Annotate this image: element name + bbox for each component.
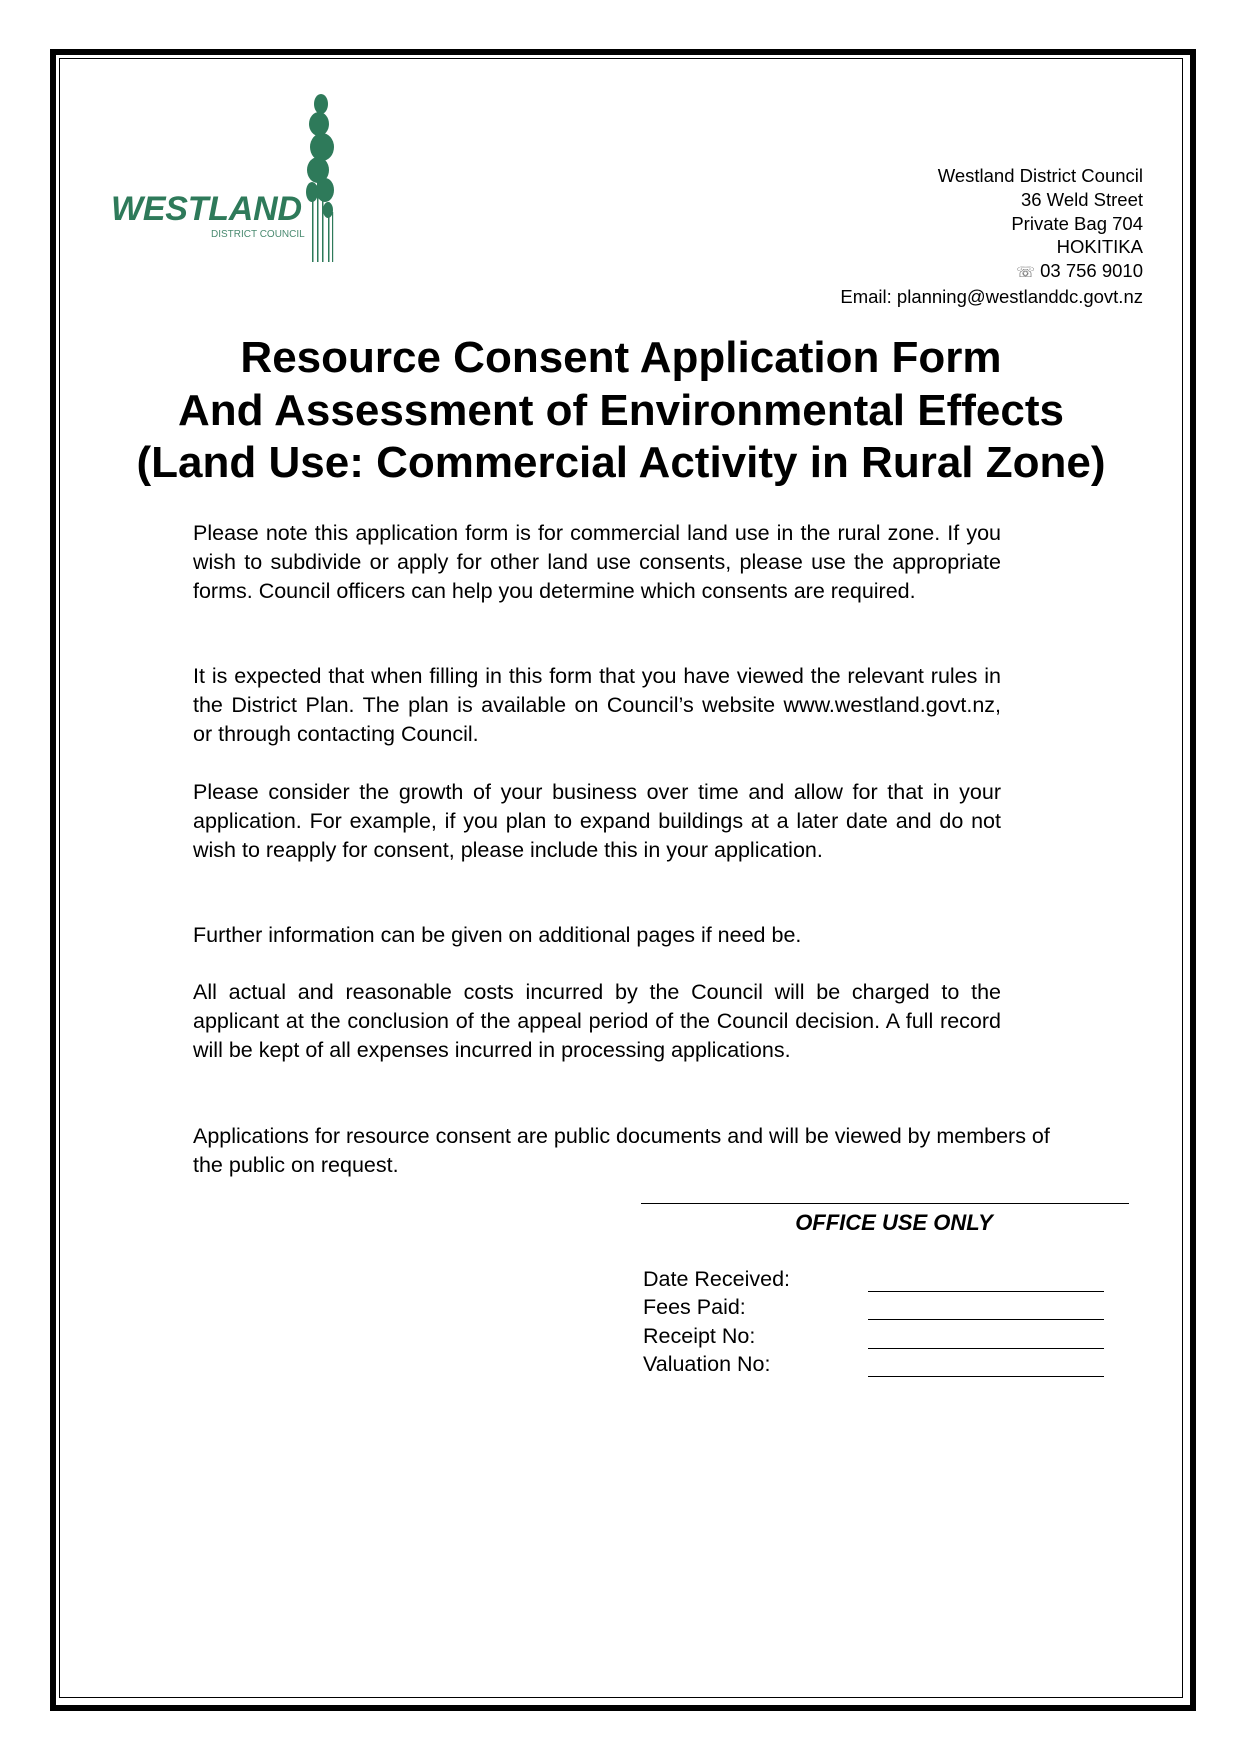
org-name: Westland District Council: [937, 165, 1143, 186]
paragraph-growth: Please consider the growth of your business over time and allow for that in your application. For example, if you plan to expand buildings at a later date and do not wish to reapply for consent, please include this in your application.: [193, 780, 1001, 862]
council-address: [840, 164, 1143, 309]
office-field-receipt-no: [643, 1324, 1133, 1353]
street: 36 Weld Street: [1020, 188, 1143, 210]
westland-logo: [111, 92, 356, 262]
svg-text:DISTRICT COUNCIL: DISTRICT COUNCIL: [211, 229, 305, 240]
paragraph-public-documents: Applications for resource consent are public documents and will be viewed by members of the public on request.: [193, 1124, 1050, 1177]
field-blank[interactable]: [868, 1319, 1104, 1320]
field-label: Receipt No:: [643, 1324, 756, 1348]
office-field-date-received: [643, 1267, 1133, 1296]
office-use-divider: [641, 1203, 1129, 1204]
page-title: [60, 332, 1182, 490]
paragraph-scope: Please note this application form is for commercial land use in the rural zone. If you wish to subdivide or apply for other land use consents, please use the appropriate forms. Council officers can help you determine which consents are required.: [193, 521, 1001, 603]
svg-text:WESTLAND: WESTLAND: [111, 190, 301, 228]
office-use-title: OFFICE USE ONLY: [795, 1210, 993, 1235]
title-line-2: And Assessment of Environmental Effects: [178, 385, 1064, 435]
paragraph-district-plan: It is expected that when filling in this form that you have viewed the relevant rules in the District Plan. The plan is available on Council’s website www.westland.govt.nz, or through contacting Council.: [193, 664, 1001, 746]
field-label: Fees Paid:: [643, 1295, 746, 1319]
title-line-1: Resource Consent Application Form: [240, 333, 1002, 382]
phone-number: 03 756 9010: [1040, 260, 1143, 282]
office-field-fees-paid: [643, 1295, 1133, 1324]
phone-line: [840, 259, 1143, 285]
telephone-icon: ☏: [1016, 264, 1035, 282]
field-label: Valuation No:: [643, 1352, 771, 1376]
field-blank[interactable]: [868, 1376, 1104, 1377]
paragraph-costs: All actual and reasonable costs incurred by the Council will be charged to the applicant at the conclusion of the appeal period of the Council decision. A full record will be kept of all expenses incurred in processing applications.: [193, 980, 1001, 1062]
title-line-3: (Land Use: Commercial Activity in Rural Zone): [136, 438, 1106, 487]
field-label: Date Received:: [643, 1267, 790, 1291]
field-blank[interactable]: [868, 1291, 1104, 1292]
office-field-valuation-no: [643, 1352, 1133, 1381]
email[interactable]: Email: planning@westlanddc.govt.nz: [840, 285, 1143, 307]
private-bag: Private Bag 704: [1011, 212, 1143, 234]
field-blank[interactable]: [868, 1348, 1104, 1349]
paragraph-further-info: Further information can be given on additional pages if need be.: [193, 923, 802, 947]
town: HOKITIKA: [1056, 236, 1143, 258]
